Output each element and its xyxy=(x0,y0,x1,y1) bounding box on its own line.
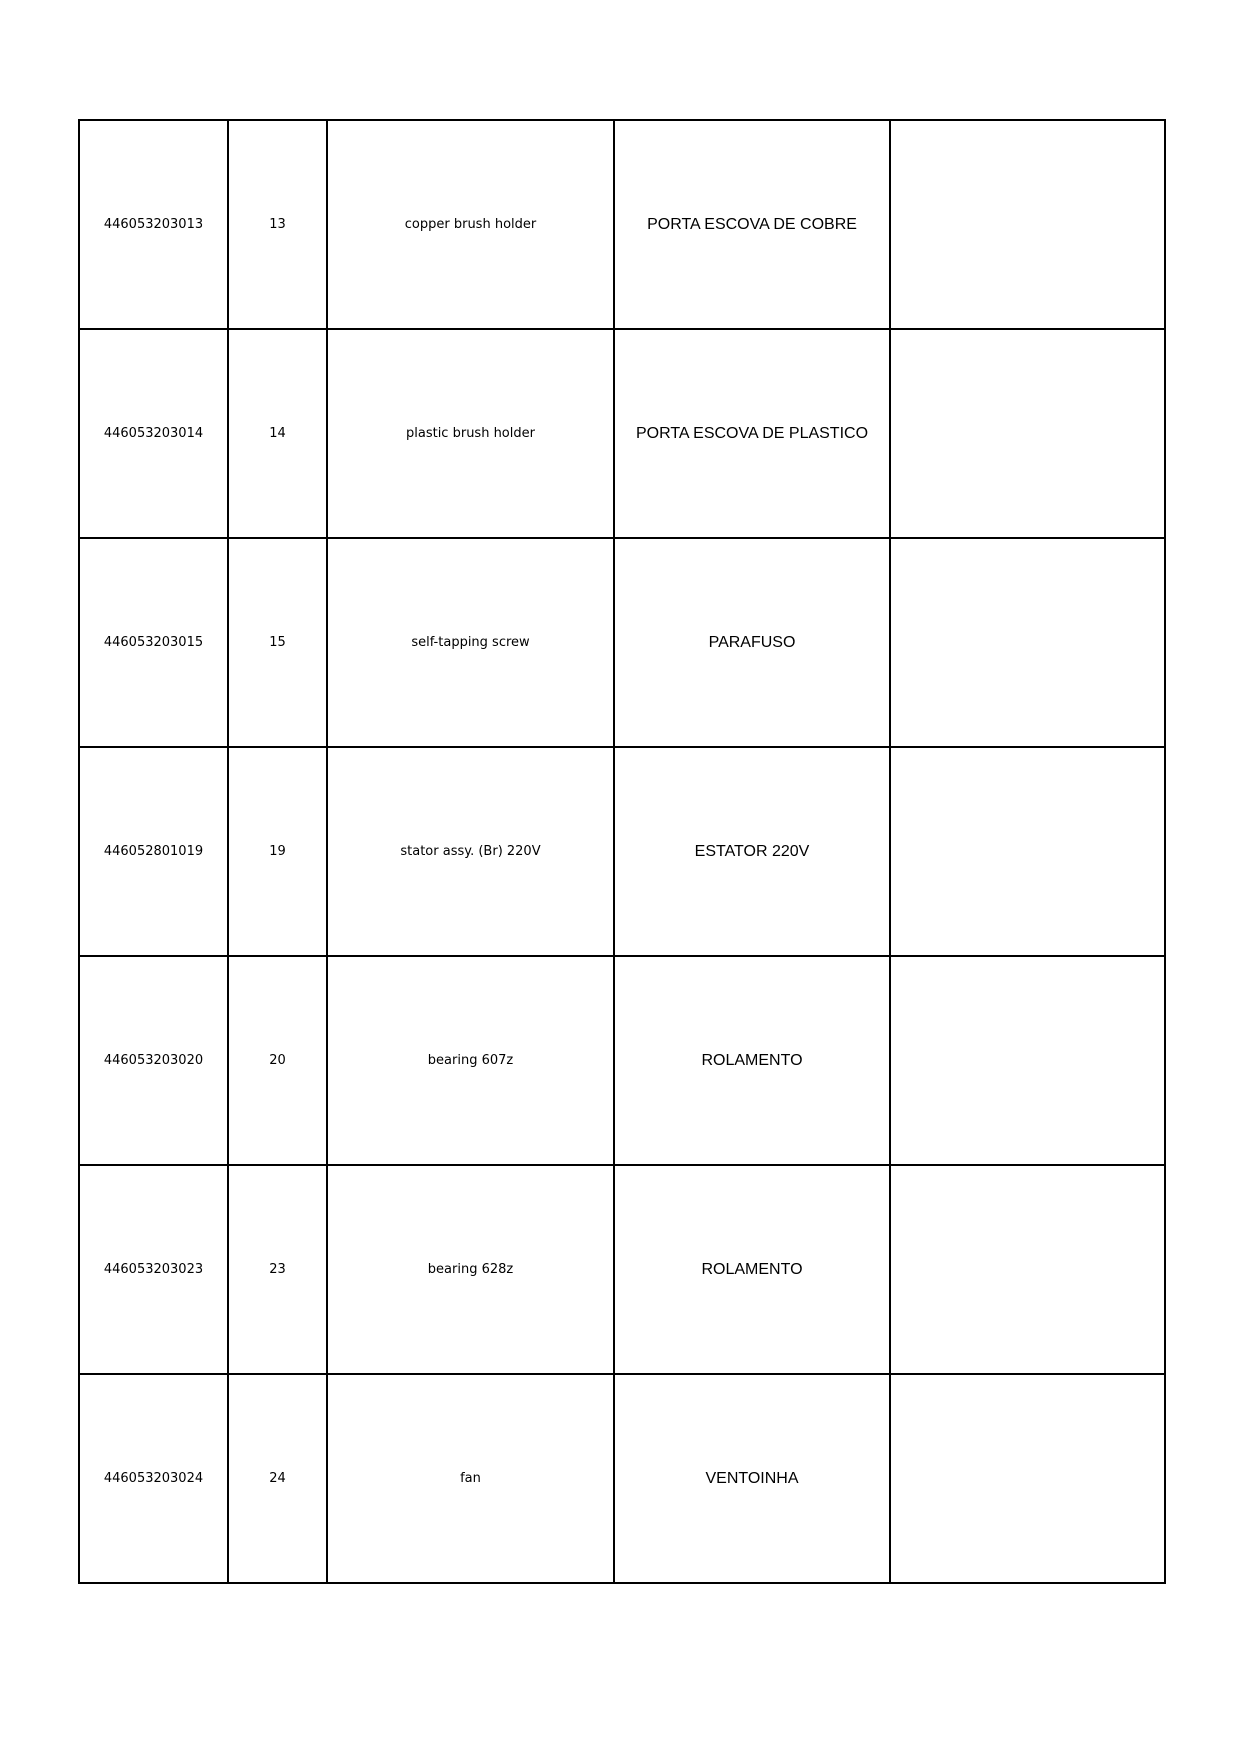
part-code-cell: 446053203023 xyxy=(79,1165,228,1374)
reference-number-cell: 20 xyxy=(228,956,327,1165)
reference-number-cell: 14 xyxy=(228,329,327,538)
description-portuguese-cell: PORTA ESCOVA DE PLASTICO xyxy=(614,329,890,538)
part-code-cell: 446053203020 xyxy=(79,956,228,1165)
description-english-cell: bearing 607z xyxy=(327,956,614,1165)
reference-number-cell: 24 xyxy=(228,1374,327,1583)
notes-cell xyxy=(890,120,1165,329)
notes-cell xyxy=(890,747,1165,956)
part-code-cell: 446053203014 xyxy=(79,329,228,538)
notes-cell xyxy=(890,1374,1165,1583)
part-code-cell: 446053203013 xyxy=(79,120,228,329)
table-row xyxy=(79,120,1165,329)
table-row xyxy=(79,747,1165,956)
description-portuguese-cell: VENTOINHA xyxy=(614,1374,890,1583)
notes-cell xyxy=(890,538,1165,747)
description-portuguese-cell: PORTA ESCOVA DE COBRE xyxy=(614,120,890,329)
table-row xyxy=(79,538,1165,747)
description-portuguese-cell: ESTATOR 220V xyxy=(614,747,890,956)
table-row xyxy=(79,956,1165,1165)
reference-number-cell: 15 xyxy=(228,538,327,747)
part-code-cell: 446053203024 xyxy=(79,1374,228,1583)
table-row xyxy=(79,1165,1165,1374)
reference-number-cell: 13 xyxy=(228,120,327,329)
description-english-cell: fan xyxy=(327,1374,614,1583)
description-english-cell: copper brush holder xyxy=(327,120,614,329)
description-english-cell: plastic brush holder xyxy=(327,329,614,538)
table-row xyxy=(79,1374,1165,1583)
description-portuguese-cell: PARAFUSO xyxy=(614,538,890,747)
notes-cell xyxy=(890,1165,1165,1374)
description-english-cell: bearing 628z xyxy=(327,1165,614,1374)
description-portuguese-cell: ROLAMENTO xyxy=(614,1165,890,1374)
parts-table xyxy=(78,119,1166,1584)
reference-number-cell: 19 xyxy=(228,747,327,956)
notes-cell xyxy=(890,956,1165,1165)
description-portuguese-cell: ROLAMENTO xyxy=(614,956,890,1165)
part-code-cell: 446052801019 xyxy=(79,747,228,956)
notes-cell xyxy=(890,329,1165,538)
reference-number-cell: 23 xyxy=(228,1165,327,1374)
part-code-cell: 446053203015 xyxy=(79,538,228,747)
description-english-cell: stator assy. (Br) 220V xyxy=(327,747,614,956)
description-english-cell: self-tapping screw xyxy=(327,538,614,747)
table-row xyxy=(79,329,1165,538)
